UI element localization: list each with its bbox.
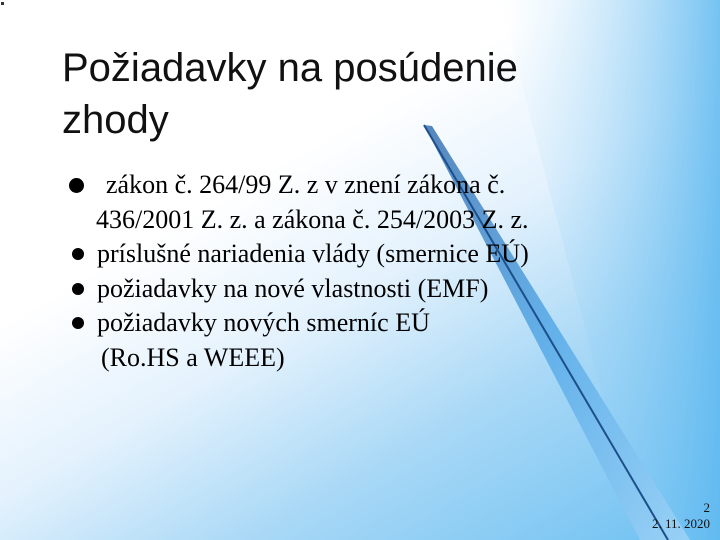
bullet-list — [68, 168, 668, 375]
bullet-dot-icon — [69, 178, 84, 193]
page-number: 2 — [703, 500, 710, 515]
bullet-text: požiadavky na nové vlastnosti (EMF) — [97, 273, 489, 303]
bullet-item — [68, 272, 668, 307]
bullet-text: zákon č. 264/99 Z. z v znení zákona č. — [106, 170, 506, 199]
bullet-text: príslušné nariadenia vlády (smernice EÚ) — [97, 239, 529, 268]
bullet-text: požiadavky nových smerníc EÚ — [97, 308, 430, 337]
bullet-item — [68, 168, 668, 237]
bullet-item — [68, 237, 668, 272]
bullet-text: 436/2001 Z. z. a zákona č. 254/2003 Z. z. — [96, 204, 529, 234]
title-line: Požiadavky na posúdenie — [62, 46, 518, 90]
title-line: zhody — [62, 98, 169, 142]
bullet-dot-icon — [72, 248, 84, 260]
slide-footer — [652, 500, 710, 532]
corner-mark — [1, 2, 4, 5]
bullet-dot-icon — [72, 317, 84, 329]
slide-date: 2. 11. 2020 — [651, 516, 710, 531]
slide-title — [62, 42, 622, 146]
bullet-item — [68, 306, 668, 375]
bullet-dot-icon — [72, 283, 84, 295]
bullet-text: (Ro.HS a WEEE) — [101, 342, 285, 372]
